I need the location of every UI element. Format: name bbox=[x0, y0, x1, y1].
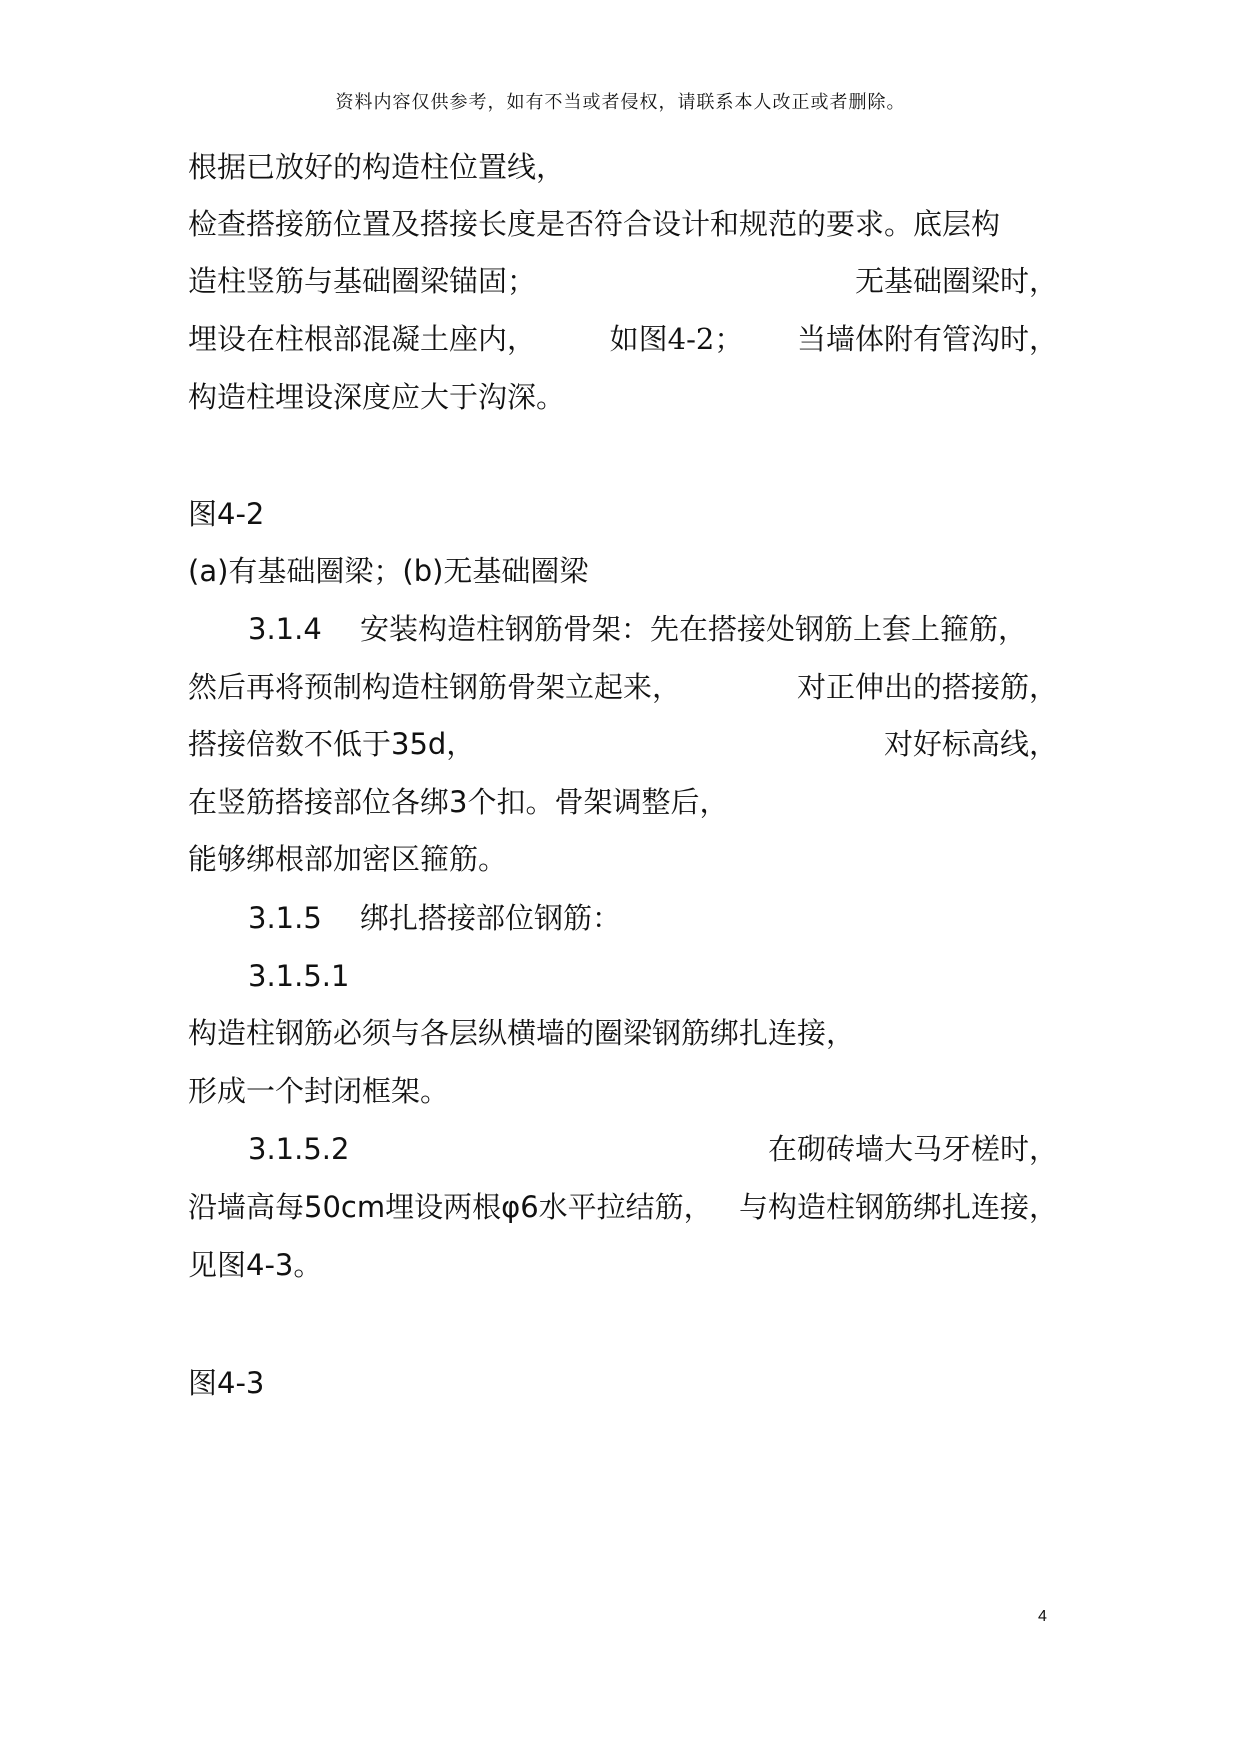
text-line: 在竖筋搭接部位各绑3个扣。骨架调整后， bbox=[188, 785, 729, 819]
text-segment: 无基础圈梁时， bbox=[854, 264, 1058, 298]
text-segment: 造柱竖筋与基础圈梁锚固； bbox=[188, 264, 537, 298]
text-line: 构造柱钢筋必须与各层纵横墙的圈梁钢筋绑扎连接， bbox=[188, 1016, 856, 1050]
text-line: 能够绑根部加密区箍筋。 bbox=[188, 842, 508, 876]
text-segment: 然后再将预制构造柱钢筋骨架立起来， bbox=[188, 670, 682, 704]
text-segment: 沿墙高每50cm埋设两根φ6水平拉结筋， bbox=[188, 1190, 713, 1224]
text-segment: 在砌砖墙大马牙槎时， bbox=[767, 1132, 1058, 1166]
text-line: 形成一个封闭框架。 bbox=[188, 1074, 450, 1108]
disclaimer-header: 资料内容仅供参考，如有不当或者侵权，请联系本人改正或者删除。 bbox=[335, 92, 906, 113]
text-segment: 当墙体附有管沟时， bbox=[796, 322, 1058, 356]
text-segment: 对好标高线， bbox=[883, 727, 1058, 761]
figure-caption: 图4-2 bbox=[188, 497, 265, 531]
section-heading: 3.1.4 安装构造柱钢筋骨架：先在搭接处钢筋上套上箍筋， bbox=[248, 612, 1028, 646]
text-line bbox=[188, 319, 1058, 359]
text-line: 构造柱埋设深度应大于沟深。 bbox=[188, 380, 566, 414]
figure-reference: 如图4-2； bbox=[609, 322, 744, 356]
text-line bbox=[188, 724, 1058, 764]
text-segment: 对正伸出的搭接筋， bbox=[796, 670, 1058, 704]
figure-subcaption: (a)有基础圈梁；(b)无基础圈梁 bbox=[188, 554, 589, 588]
text-line: 根据已放好的构造柱位置线， bbox=[188, 150, 566, 184]
page-number: 4 bbox=[1038, 1608, 1047, 1625]
section-number: 3.1.5.1 bbox=[248, 959, 350, 993]
figure-caption: 图4-3 bbox=[188, 1366, 265, 1400]
section-number: 3.1.5.2 bbox=[248, 1132, 350, 1166]
text-segment: 与构造柱钢筋绑扎连接， bbox=[738, 1190, 1058, 1224]
text-line bbox=[188, 667, 1058, 707]
text-line bbox=[248, 1129, 1058, 1169]
text-segment: 搭接倍数不低于35d， bbox=[188, 727, 476, 761]
text-segment: 埋设在柱根部混凝土座内， bbox=[188, 322, 537, 356]
section-heading: 3.1.5 绑扎搭接部位钢筋： bbox=[248, 901, 622, 935]
text-line bbox=[188, 1187, 1058, 1227]
text-line bbox=[188, 261, 1058, 301]
text-line: 见图4-3。 bbox=[188, 1248, 323, 1282]
text-line: 检查搭接筋位置及搭接长度是否符合设计和规范的要求。底层构 bbox=[188, 207, 1001, 241]
